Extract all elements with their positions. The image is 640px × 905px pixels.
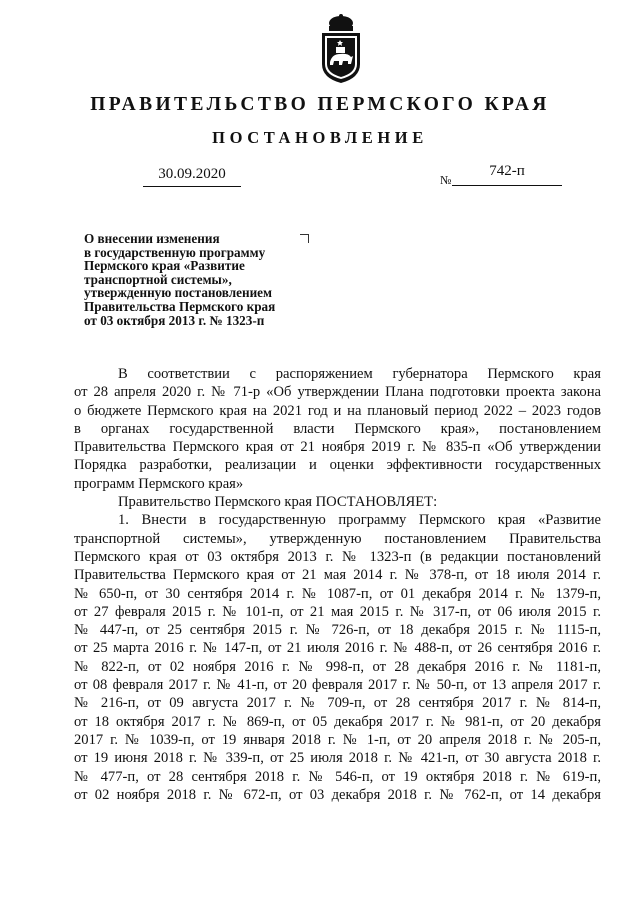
subject-line: в государственную программу <box>84 244 266 260</box>
body-line: от 25 марта 2016 г. № 147-п, от 21 июля 2016 г. № 488-п, от 26 сентября 2016 г. <box>74 640 601 657</box>
body-line: о бюджете Пермского края на 2021 год и на плановый период 2022 – 2023 годов <box>74 402 601 419</box>
subject-line: от 03 октября 2013 г. № 1323-п <box>84 312 265 328</box>
body-line: 1. Внести в государственную программу Пермского края «Развитие <box>118 512 601 529</box>
subject-line: О внесении изменения <box>84 231 220 246</box>
coat-of-arms-emblem <box>318 14 364 84</box>
body-line: Правительства Пермского края от 21 мая 2014 г. № 378-п, от 18 июля 2014 г. <box>74 567 601 584</box>
body-line: № 477-п, от 28 сентября 2018 г. № 546-п, от 19 октября 2018 г. № 619-п, <box>74 768 601 785</box>
subject-line: Пермского края «Развитие <box>84 258 245 274</box>
body-line: от 08 февраля 2017 г. № 41-п, от 20 февраля 2017 г. № 50-п, от 13 апреля 2017 г. <box>74 677 601 694</box>
subject-line: утвержденную постановлением <box>84 285 273 301</box>
subject-line: Правительства Пермского края <box>84 298 276 314</box>
government-title: ПРАВИТЕЛЬСТВО ПЕРМСКОГО КРАЯ <box>90 94 550 115</box>
body-line: № 447-п, от 25 сентября 2015 г. № 726-п, от 18 декабря 2015 г. № 1115-п, <box>74 622 601 639</box>
body-line: Правительства Пермского края от 21 ноября 2019 г. № 835-п «Об утверждении <box>74 439 601 456</box>
body-line: в органах государственной власти Пермского края», постановлением <box>74 420 601 437</box>
body-line: 2017 г. № 1039-п, от 19 января 2018 г. № 1-п, от 20 апреля 2018 г. № 205-п, <box>74 731 601 748</box>
body-line: от 18 октября 2017 г. № 869-п, от 05 декабря 2017 г. № 981-п, от 20 декабря <box>74 713 601 730</box>
body-line: транспортной системы», утвержденную постановлением Правительства <box>74 530 601 547</box>
subject-block <box>84 232 324 327</box>
subject-line: транспортной системы», <box>84 271 232 287</box>
body-line: Пермского края от 03 октября 2013 г. № 1323-п (в редакции постановлений <box>74 548 601 565</box>
body-line: от 19 июня 2018 г. № 339-п, от 25 июля 2018 г. № 421-п, от 30 августа 2018 г. <box>74 750 601 767</box>
number-sign: № <box>440 173 452 187</box>
body-line: № 822-п, от 02 ноября 2016 г. № 998-п, от 28 декабря 2016 г. № 1181-п, <box>74 658 601 675</box>
body-line: от 02 ноября 2018 г. № 672-п, от 03 декабря 2018 г. № 762-п, от 14 декабря <box>74 786 601 803</box>
document-number: 742-п <box>452 163 562 186</box>
body-line: Порядка разработки, реализации и оценки эффективности государственных <box>74 457 601 474</box>
subject-corner-mark <box>300 234 309 243</box>
document-body <box>74 365 601 804</box>
body-line: Правительство Пермского края ПОСТАНОВЛЯЕТ: <box>118 494 438 511</box>
document-date: 30.09.2020 <box>143 166 241 187</box>
document-type: ПОСТАНОВЛЕНИЕ <box>212 128 428 147</box>
body-line: от 28 апреля 2020 г. № 71-р «Об утверждении Плана подготовки проекта закона <box>74 384 601 401</box>
body-line: от 27 февраля 2015 г. № 101-п, от 21 мая 2015 г. № 317-п, от 06 июля 2015 г. <box>74 603 601 620</box>
body-line: № 216-п, от 09 августа 2017 г. № 709-п, от 28 сентября 2017 г. № 814-п, <box>74 695 601 712</box>
body-line: программ Пермского края» <box>74 475 244 492</box>
body-line: В соответствии с распоряжением губернатора Пермского края <box>118 366 601 382</box>
body-line: № 650-п, от 30 сентября 2014 г. № 1087-п, от 01 декабря 2014 г. № 1379-п, <box>74 585 601 602</box>
